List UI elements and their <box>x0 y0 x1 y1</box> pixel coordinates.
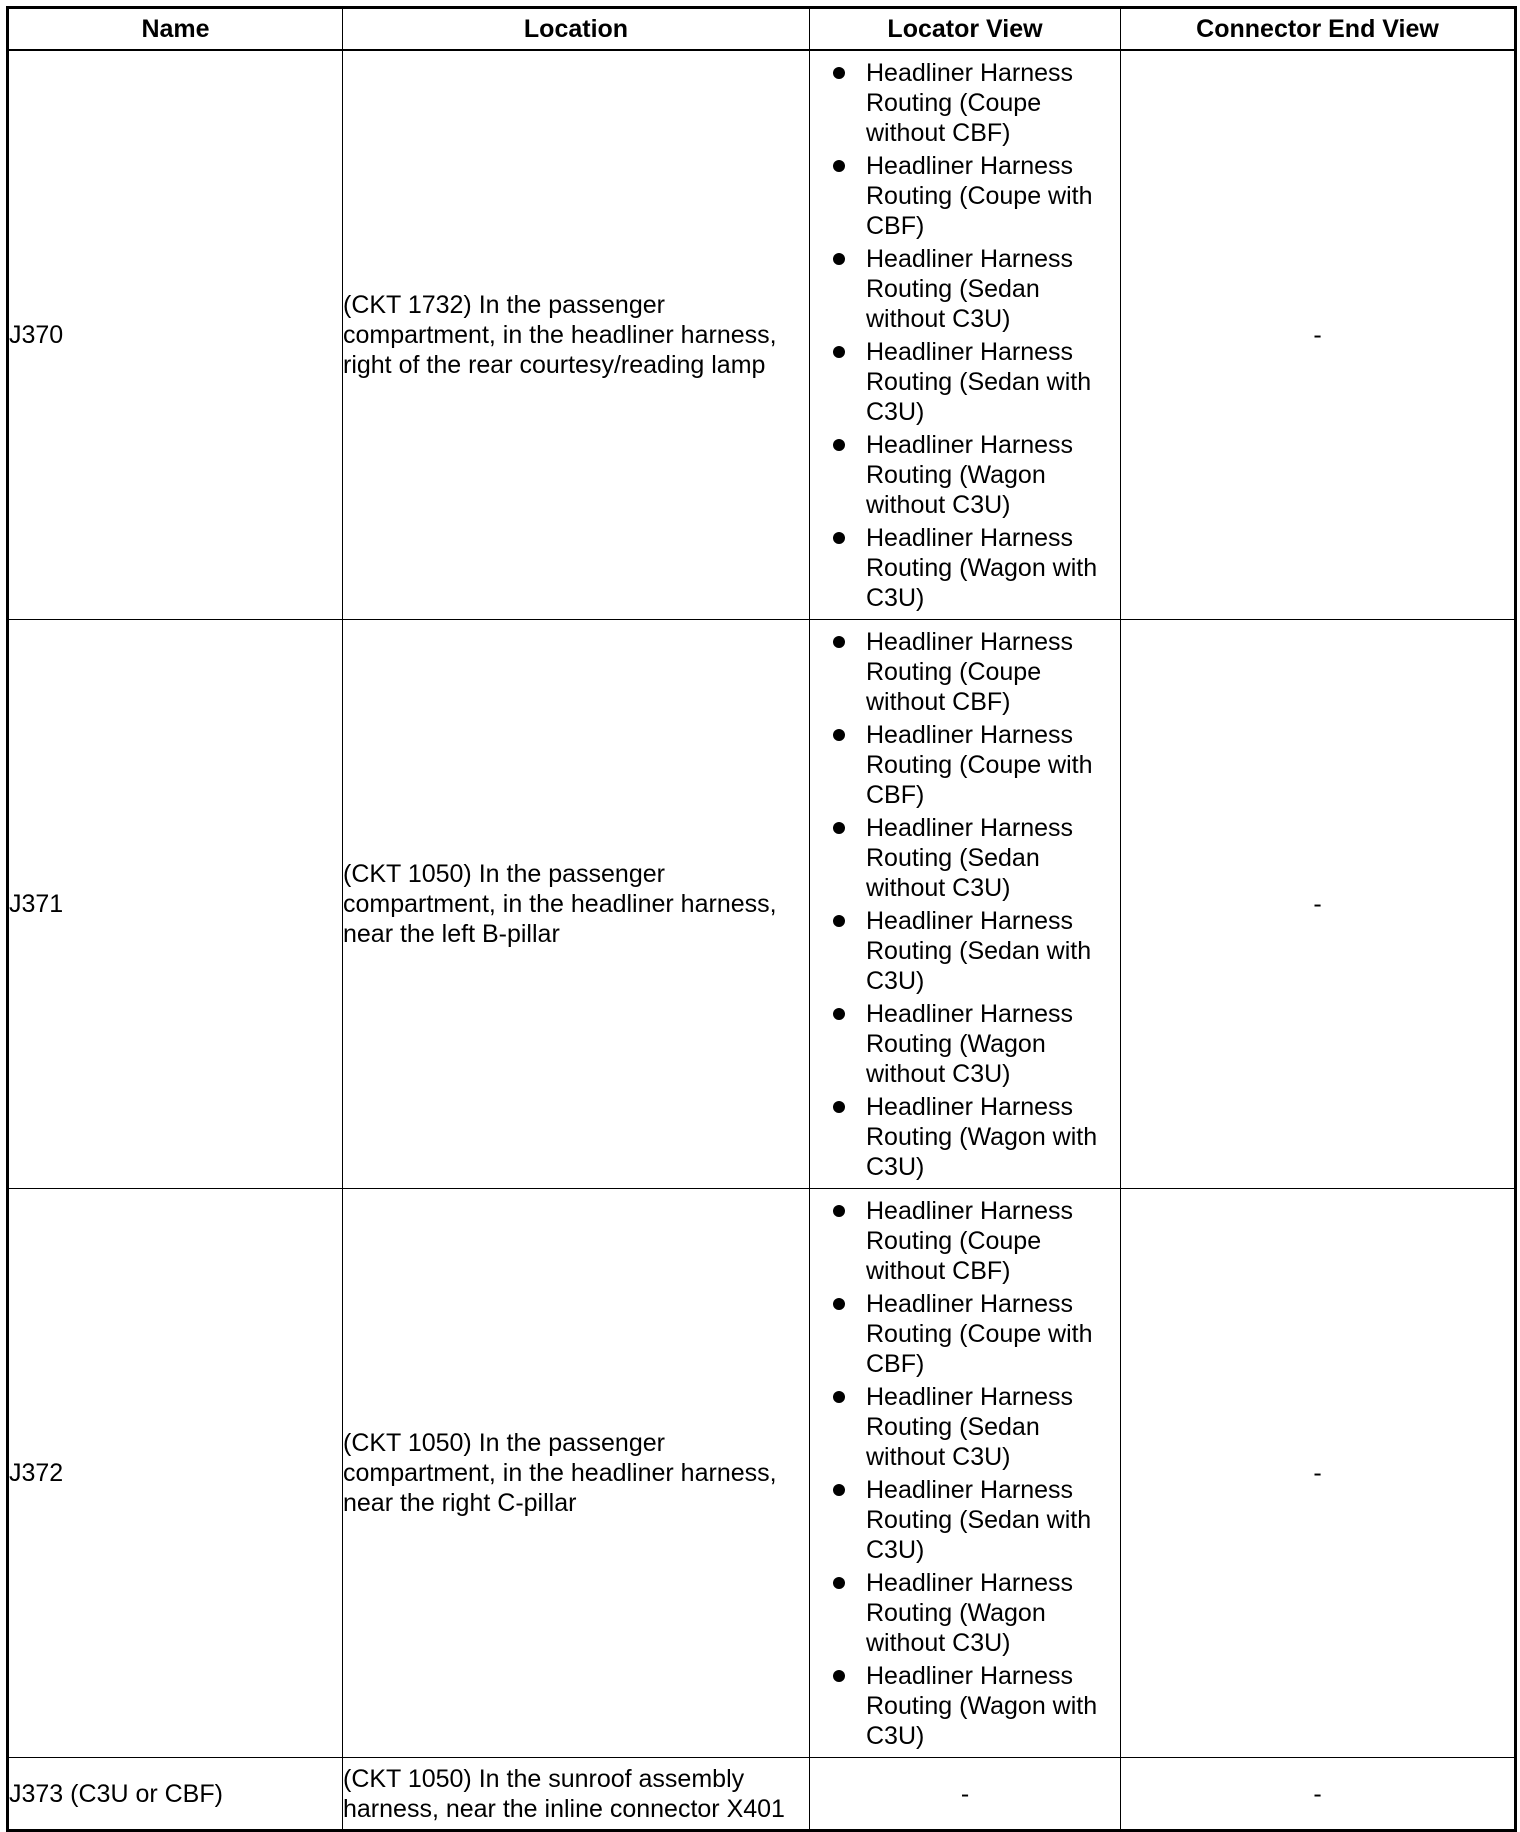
bullet-icon <box>833 1298 845 1310</box>
locator-view-list <box>810 1189 1120 1757</box>
locator-view-label: Headliner Harness Routing (Wagon with C3U) <box>866 1662 1098 1750</box>
bullet-icon <box>833 1101 845 1113</box>
cell-locator-view <box>810 1189 1121 1758</box>
header-name: Name <box>8 8 343 51</box>
bullet-icon <box>833 1577 845 1589</box>
locator-view-label: Headliner Harness Routing (Coupe without CBF) <box>866 1197 1074 1285</box>
bullet-icon <box>833 160 845 172</box>
locator-view-link[interactable] <box>832 337 1112 427</box>
bullet-icon <box>833 1205 845 1217</box>
header-row <box>8 8 1516 51</box>
bullet-icon <box>833 346 845 358</box>
bullet-icon <box>833 915 845 927</box>
bullet-icon <box>833 1484 845 1496</box>
cell-location: (CKT 1732) In the passenger compartment, in the headliner harness, right of the rear courtesy/reading lamp <box>343 50 810 620</box>
locator-view-label: Headliner Harness Routing (Wagon with C3U) <box>866 524 1098 612</box>
locator-view-label: Headliner Harness Routing (Coupe with CBF) <box>866 1290 1093 1378</box>
locator-view-label: Headliner Harness Routing (Sedan without C3U) <box>866 1383 1074 1471</box>
locator-view-label: Headliner Harness Routing (Coupe with CBF) <box>866 152 1093 240</box>
bullet-icon <box>833 532 845 544</box>
locator-view-link[interactable] <box>832 627 1112 717</box>
locator-view-link[interactable] <box>832 58 1112 148</box>
locator-view-label: Headliner Harness Routing (Wagon without C3U) <box>866 1000 1074 1088</box>
locator-view-label: Headliner Harness Routing (Wagon with C3U) <box>866 1093 1098 1181</box>
bullet-icon <box>833 822 845 834</box>
locator-view-link[interactable] <box>832 906 1112 996</box>
cell-location: (CKT 1050) In the passenger compartment, in the headliner harness, near the right C-pillar <box>343 1189 810 1758</box>
cell-connector-end-view: - <box>1121 1189 1516 1758</box>
table-row <box>8 1758 1516 1831</box>
bullet-icon <box>833 67 845 79</box>
cell-connector-end-view: - <box>1121 620 1516 1189</box>
cell-connector-end-view: - <box>1121 50 1516 620</box>
locator-view-link[interactable] <box>832 244 1112 334</box>
locator-view-label: Headliner Harness Routing (Sedan without C3U) <box>866 245 1074 333</box>
locator-view-link[interactable] <box>832 1568 1112 1658</box>
header-location: Location <box>343 8 810 51</box>
locator-view-link[interactable] <box>832 1382 1112 1472</box>
bullet-icon <box>833 1670 845 1682</box>
cell-name: J370 <box>8 50 343 620</box>
bullet-icon <box>833 1391 845 1403</box>
cell-name: J372 <box>8 1189 343 1758</box>
locator-view-link[interactable] <box>832 1289 1112 1379</box>
locator-view-label: Headliner Harness Routing (Coupe without CBF) <box>866 628 1074 716</box>
locator-view-list <box>810 620 1120 1188</box>
bullet-icon <box>833 636 845 648</box>
locator-view-link[interactable] <box>832 430 1112 520</box>
locator-view-link[interactable] <box>832 523 1112 613</box>
locator-view-link[interactable] <box>832 151 1112 241</box>
bullet-icon <box>833 439 845 451</box>
locator-view-label: Headliner Harness Routing (Wagon without C3U) <box>866 431 1074 519</box>
locator-view-label: Headliner Harness Routing (Sedan without C3U) <box>866 814 1074 902</box>
cell-locator-view <box>810 50 1121 620</box>
header-connector-end-view: Connector End View <box>1121 8 1516 51</box>
locator-view-label: Headliner Harness Routing (Sedan with C3U) <box>866 1476 1092 1564</box>
connector-table <box>6 6 1517 1832</box>
locator-view-link[interactable] <box>832 1196 1112 1286</box>
cell-connector-end-view: - <box>1121 1758 1516 1831</box>
cell-location: (CKT 1050) In the passenger compartment, in the headliner harness, near the left B-pillar <box>343 620 810 1189</box>
locator-view-link[interactable] <box>832 1475 1112 1565</box>
cell-locator-view: - <box>810 1758 1121 1831</box>
locator-view-label: Headliner Harness Routing (Wagon without C3U) <box>866 1569 1074 1657</box>
locator-view-list <box>810 51 1120 619</box>
table-row <box>8 50 1516 620</box>
table-row <box>8 620 1516 1189</box>
locator-view-link[interactable] <box>832 720 1112 810</box>
bullet-icon <box>833 253 845 265</box>
bullet-icon <box>833 1008 845 1020</box>
header-locator-view: Locator View <box>810 8 1121 51</box>
table-row <box>8 1189 1516 1758</box>
locator-view-link[interactable] <box>832 1661 1112 1751</box>
locator-view-label: Headliner Harness Routing (Coupe without CBF) <box>866 59 1074 147</box>
locator-view-label: Headliner Harness Routing (Coupe with CBF) <box>866 721 1093 809</box>
locator-view-link[interactable] <box>832 1092 1112 1182</box>
bullet-icon <box>833 729 845 741</box>
cell-name: J373 (C3U or CBF) <box>8 1758 343 1831</box>
locator-view-label: Headliner Harness Routing (Sedan with C3U) <box>866 907 1092 995</box>
locator-view-label: Headliner Harness Routing (Sedan with C3U) <box>866 338 1092 426</box>
locator-view-link[interactable] <box>832 999 1112 1089</box>
locator-view-link[interactable] <box>832 813 1112 903</box>
cell-name: J371 <box>8 620 343 1189</box>
cell-locator-view <box>810 620 1121 1189</box>
cell-location: (CKT 1050) In the sunroof assembly harness, near the inline connector X401 <box>343 1758 810 1831</box>
